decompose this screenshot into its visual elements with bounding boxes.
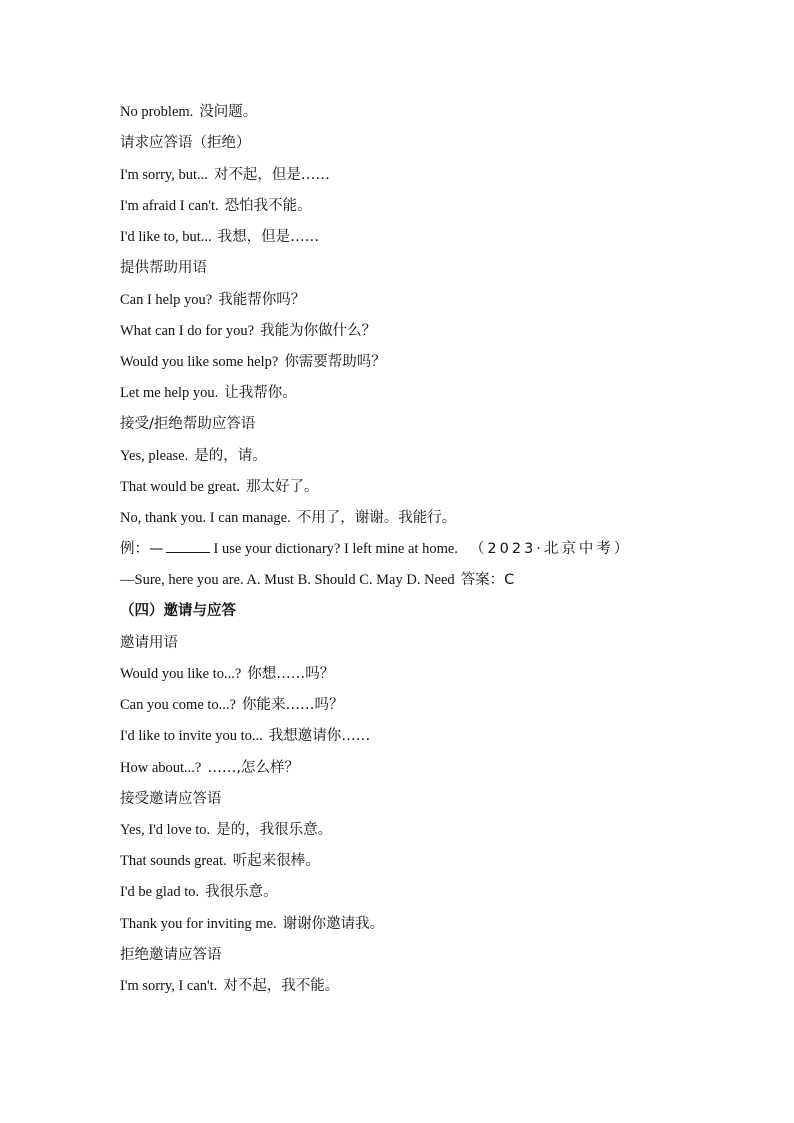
english-phrase: No, thank you. I can manage. <box>120 510 291 526</box>
chinese-translation: 我想邀请你…… <box>268 728 371 744</box>
english-phrase: No problem. <box>120 104 194 120</box>
english-phrase: I'd like to, but... <box>120 229 212 245</box>
chinese-translation: 我想，但是…… <box>217 229 320 245</box>
phrase-line <box>120 194 312 218</box>
example-answer-key: 答案：C <box>460 572 515 588</box>
subheading: 拒绝邀请应答语 <box>120 947 222 963</box>
example-prefix: 例：— <box>120 541 164 557</box>
chinese-translation: 让我帮你。 <box>224 385 297 401</box>
example-question-text: I use your dictionary? I left mine at home. <box>213 541 458 557</box>
phrase-line <box>120 163 330 187</box>
chinese-translation: 谢谢你邀请我。 <box>282 916 385 932</box>
chinese-translation: 你想……吗？ <box>247 666 335 682</box>
chinese-translation: 听起来很棒。 <box>232 853 320 869</box>
phrase-line <box>120 662 334 686</box>
phrase-line <box>120 756 299 780</box>
subheading: 请求应答语（拒绝） <box>120 135 251 151</box>
english-phrase: That would be great. <box>120 479 240 495</box>
english-phrase: How about...? <box>120 760 202 776</box>
english-phrase: What can I do for you? <box>120 323 255 339</box>
chinese-translation: 没问题。 <box>199 104 258 120</box>
phrase-line <box>120 100 257 124</box>
chinese-translation: 我很乐意。 <box>205 884 278 900</box>
phrase-line <box>120 319 376 343</box>
english-phrase: Yes, please. <box>120 448 189 464</box>
chinese-translation: 你需要帮助吗？ <box>284 354 386 370</box>
english-phrase: Let me help you. <box>120 385 219 401</box>
chinese-translation: 我能帮你吗？ <box>218 292 306 308</box>
english-phrase: Would you like some help? <box>120 354 279 370</box>
phrase-line <box>120 724 370 748</box>
english-phrase: Thank you for inviting me. <box>120 916 277 932</box>
english-phrase: Can you come to...? <box>120 697 236 713</box>
chinese-translation: 是的，请。 <box>194 448 267 464</box>
example-options: —Sure, here you are. A. Must B. Should C. May D. Need <box>120 572 455 588</box>
phrase-line <box>120 288 305 312</box>
subheading: 邀请用语 <box>120 635 178 651</box>
chinese-translation: 那太好了。 <box>246 479 319 495</box>
subheading: 提供帮助用语 <box>120 260 207 276</box>
example-source: （2023·北京中考） <box>469 541 632 557</box>
subheading: 接受邀请应答语 <box>120 791 222 807</box>
chinese-translation: 是的，我很乐意。 <box>216 822 333 838</box>
chinese-translation: 对不起，我不能。 <box>223 978 340 994</box>
phrase-line <box>120 381 297 405</box>
phrase-line <box>120 849 320 873</box>
english-phrase: I'm sorry, but... <box>120 167 208 183</box>
phrase-line <box>120 818 332 842</box>
english-phrase: I'd like to invite you to... <box>120 728 263 744</box>
chinese-translation: 你能来……吗？ <box>241 697 344 713</box>
english-phrase: I'm sorry, I can't. <box>120 978 218 994</box>
phrase-line <box>120 693 343 717</box>
chinese-translation: 不用了，谢谢。我能行。 <box>296 510 457 526</box>
phrase-line <box>120 974 339 998</box>
chinese-translation: ……,怎么样？ <box>207 760 299 776</box>
english-phrase: I'm afraid I can't. <box>120 198 219 214</box>
english-phrase: Would you like to...? <box>120 666 242 682</box>
phrase-line <box>120 350 386 374</box>
example-answer <box>120 568 514 592</box>
phrase-line <box>120 475 319 499</box>
phrase-line <box>120 506 456 530</box>
section-title: （四）邀请与应答 <box>120 603 236 619</box>
english-phrase: That sounds great. <box>120 853 227 869</box>
phrase-line <box>120 225 319 249</box>
example-question <box>120 537 631 561</box>
english-phrase: Yes, I'd love to. <box>120 822 211 838</box>
phrase-line <box>120 912 384 936</box>
chinese-translation: 对不起，但是…… <box>213 167 330 183</box>
chinese-translation: 我能为你做什么？ <box>260 323 377 339</box>
phrase-line <box>120 444 267 468</box>
chinese-translation: 恐怕我不能。 <box>224 198 312 214</box>
english-phrase: Can I help you? <box>120 292 213 308</box>
answer-blank <box>166 538 210 553</box>
phrase-line <box>120 880 278 904</box>
subheading: 接受/拒绝帮助应答语 <box>120 416 256 432</box>
english-phrase: I'd be glad to. <box>120 884 200 900</box>
